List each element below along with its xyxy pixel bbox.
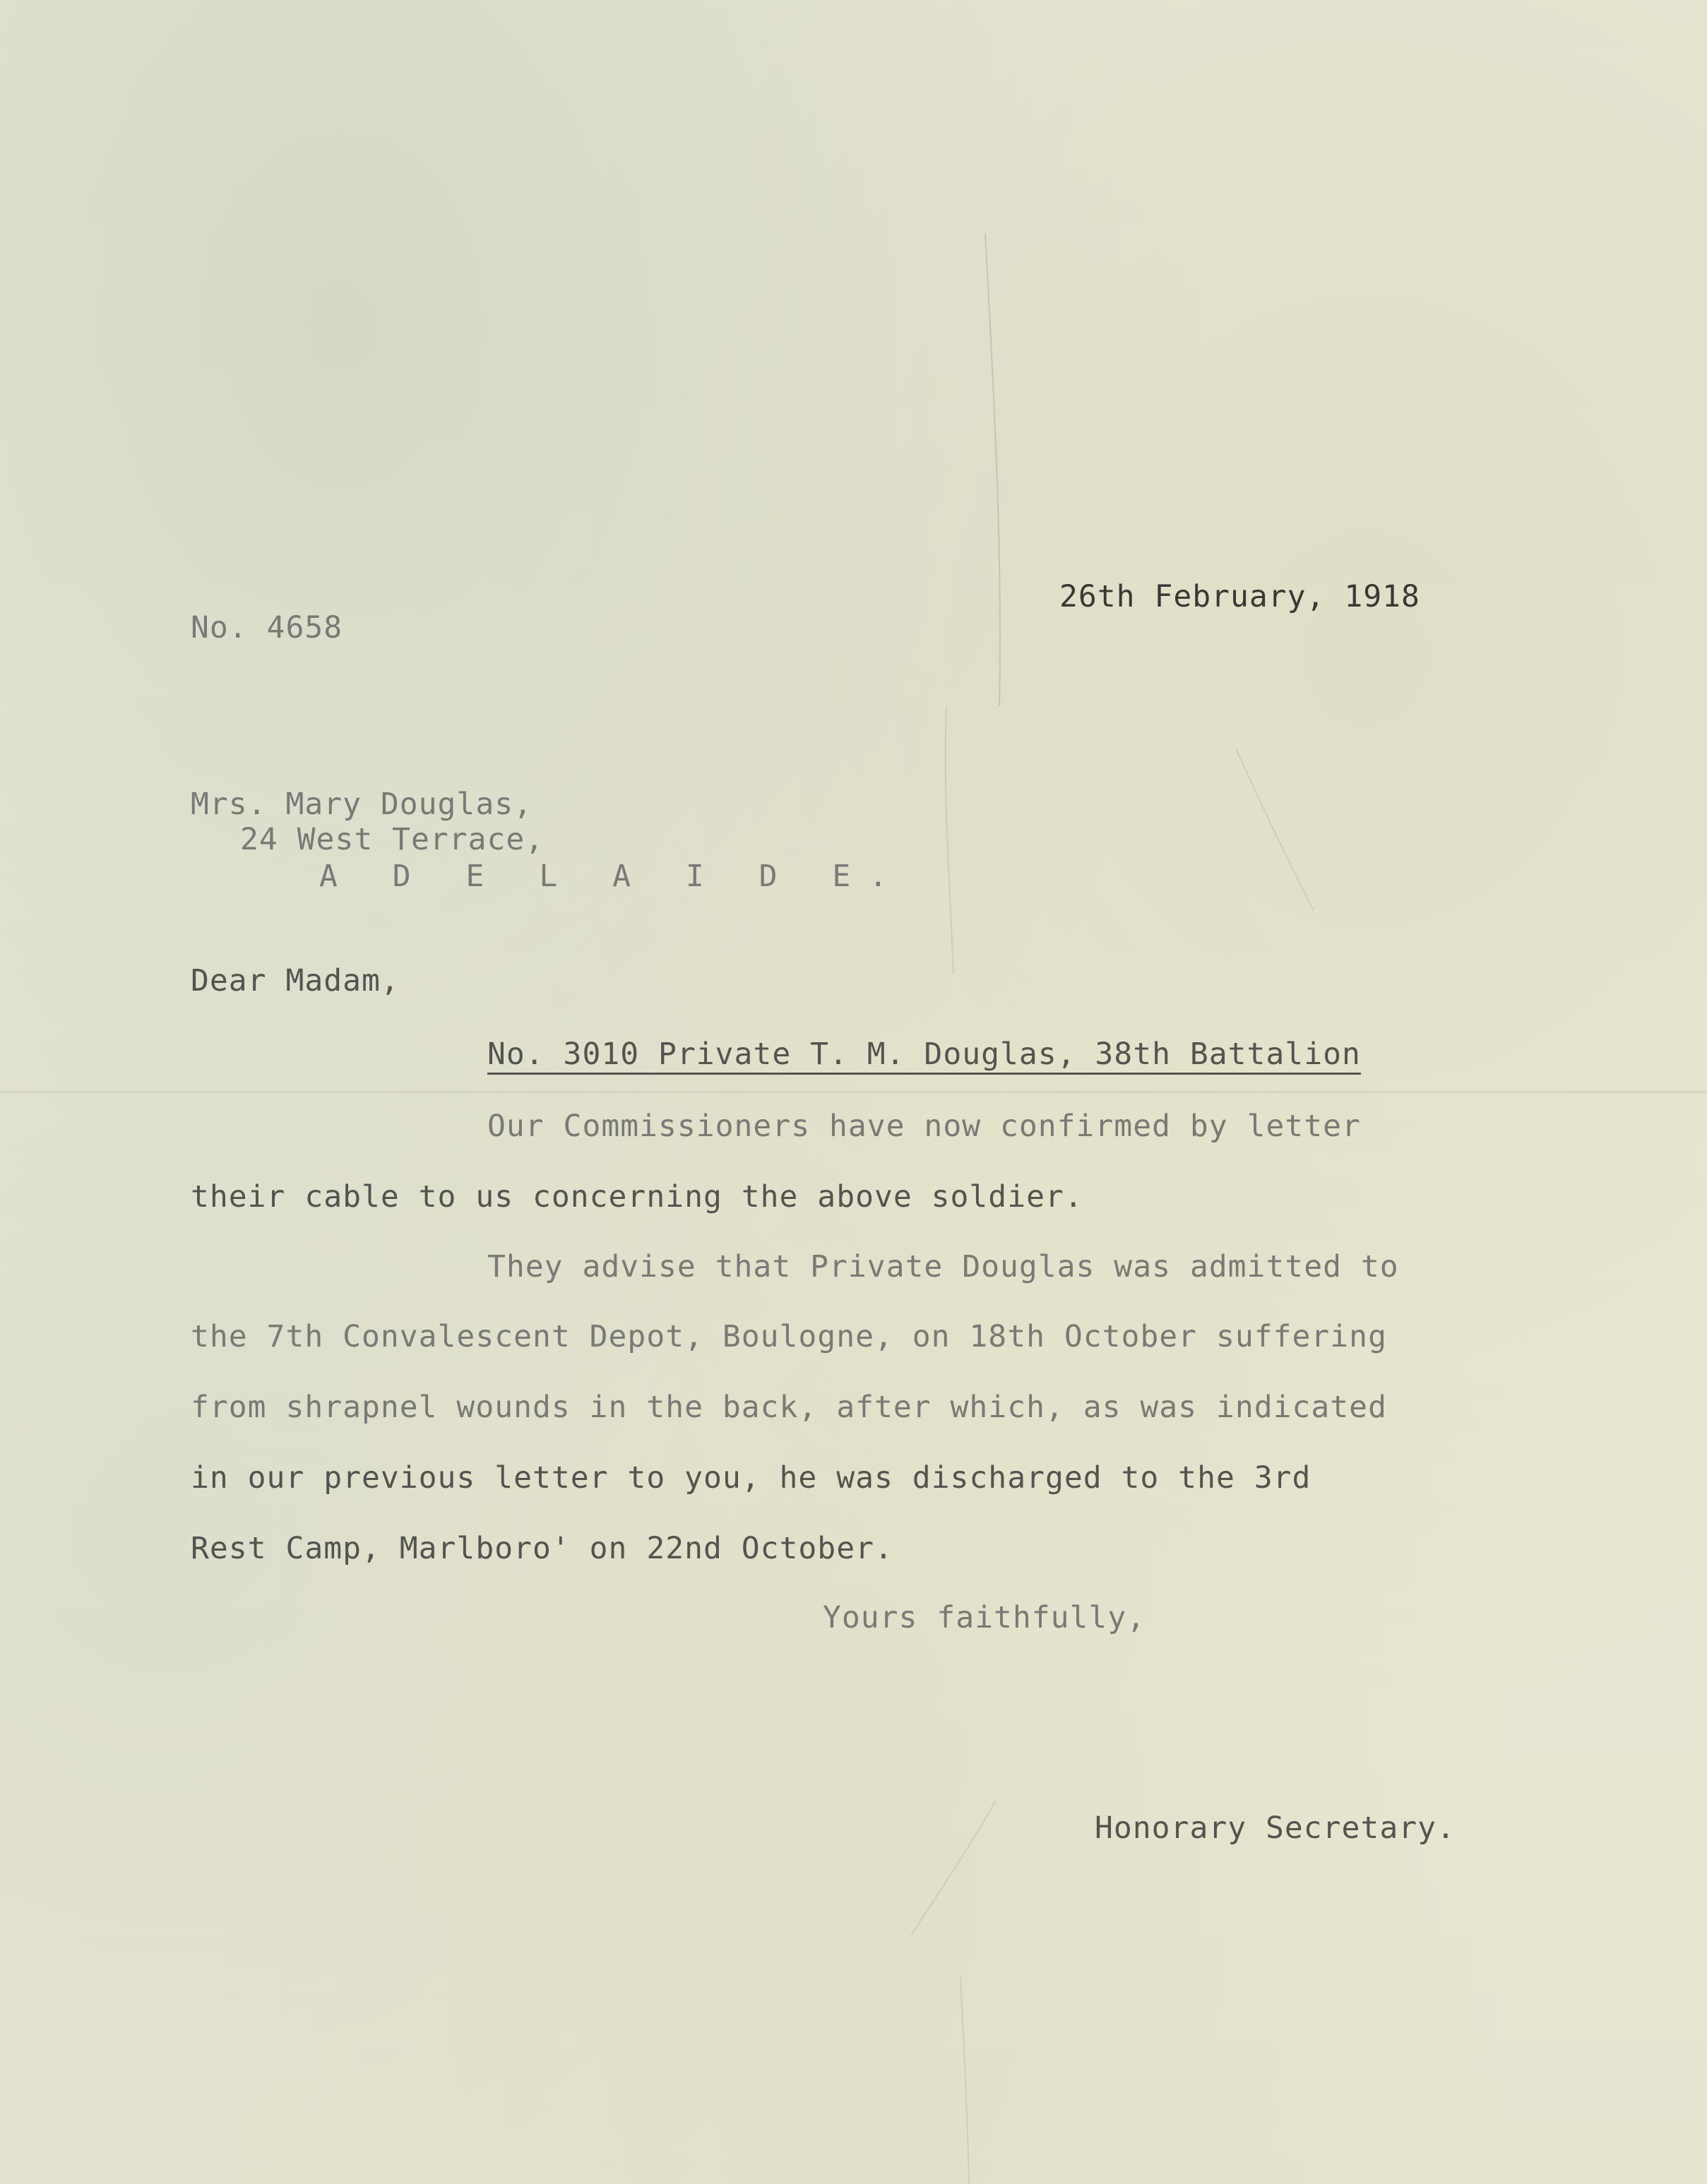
body-line: Rest Camp, Marlboro' on 22nd October. (191, 1531, 893, 1566)
reference-number: No. 4658 (191, 610, 343, 645)
subject-line: No. 3010 Private T. M. Douglas, 38th Battalion (487, 1037, 1361, 1072)
recipient-city: A D E L A I D E. (319, 859, 906, 894)
letter-date: 26th February, 1918 (1059, 579, 1420, 614)
recipient-name: Mrs. Mary Douglas, (191, 787, 533, 822)
body-line: the 7th Convalescent Depot, Boulogne, on 18th October suffering (191, 1319, 1387, 1354)
body-line: Our Commissioners have now confirmed by letter (487, 1109, 1361, 1144)
recipient-street: 24 West Terrace, (240, 822, 545, 857)
signatory-title: Honorary Secretary. (1095, 1810, 1456, 1846)
body-line: They advise that Private Douglas was admitted to (487, 1249, 1399, 1284)
body-line: from shrapnel wounds in the back, after which, as was indicated (191, 1390, 1387, 1425)
salutation: Dear Madam, (191, 963, 400, 998)
body-line: their cable to us concerning the above soldier. (191, 1179, 1083, 1215)
body-line: in our previous letter to you, he was discharged to the 3rd (191, 1460, 1312, 1496)
paper-fold-line (0, 1091, 1707, 1093)
closing: Yours faithfully, (823, 1600, 1146, 1635)
